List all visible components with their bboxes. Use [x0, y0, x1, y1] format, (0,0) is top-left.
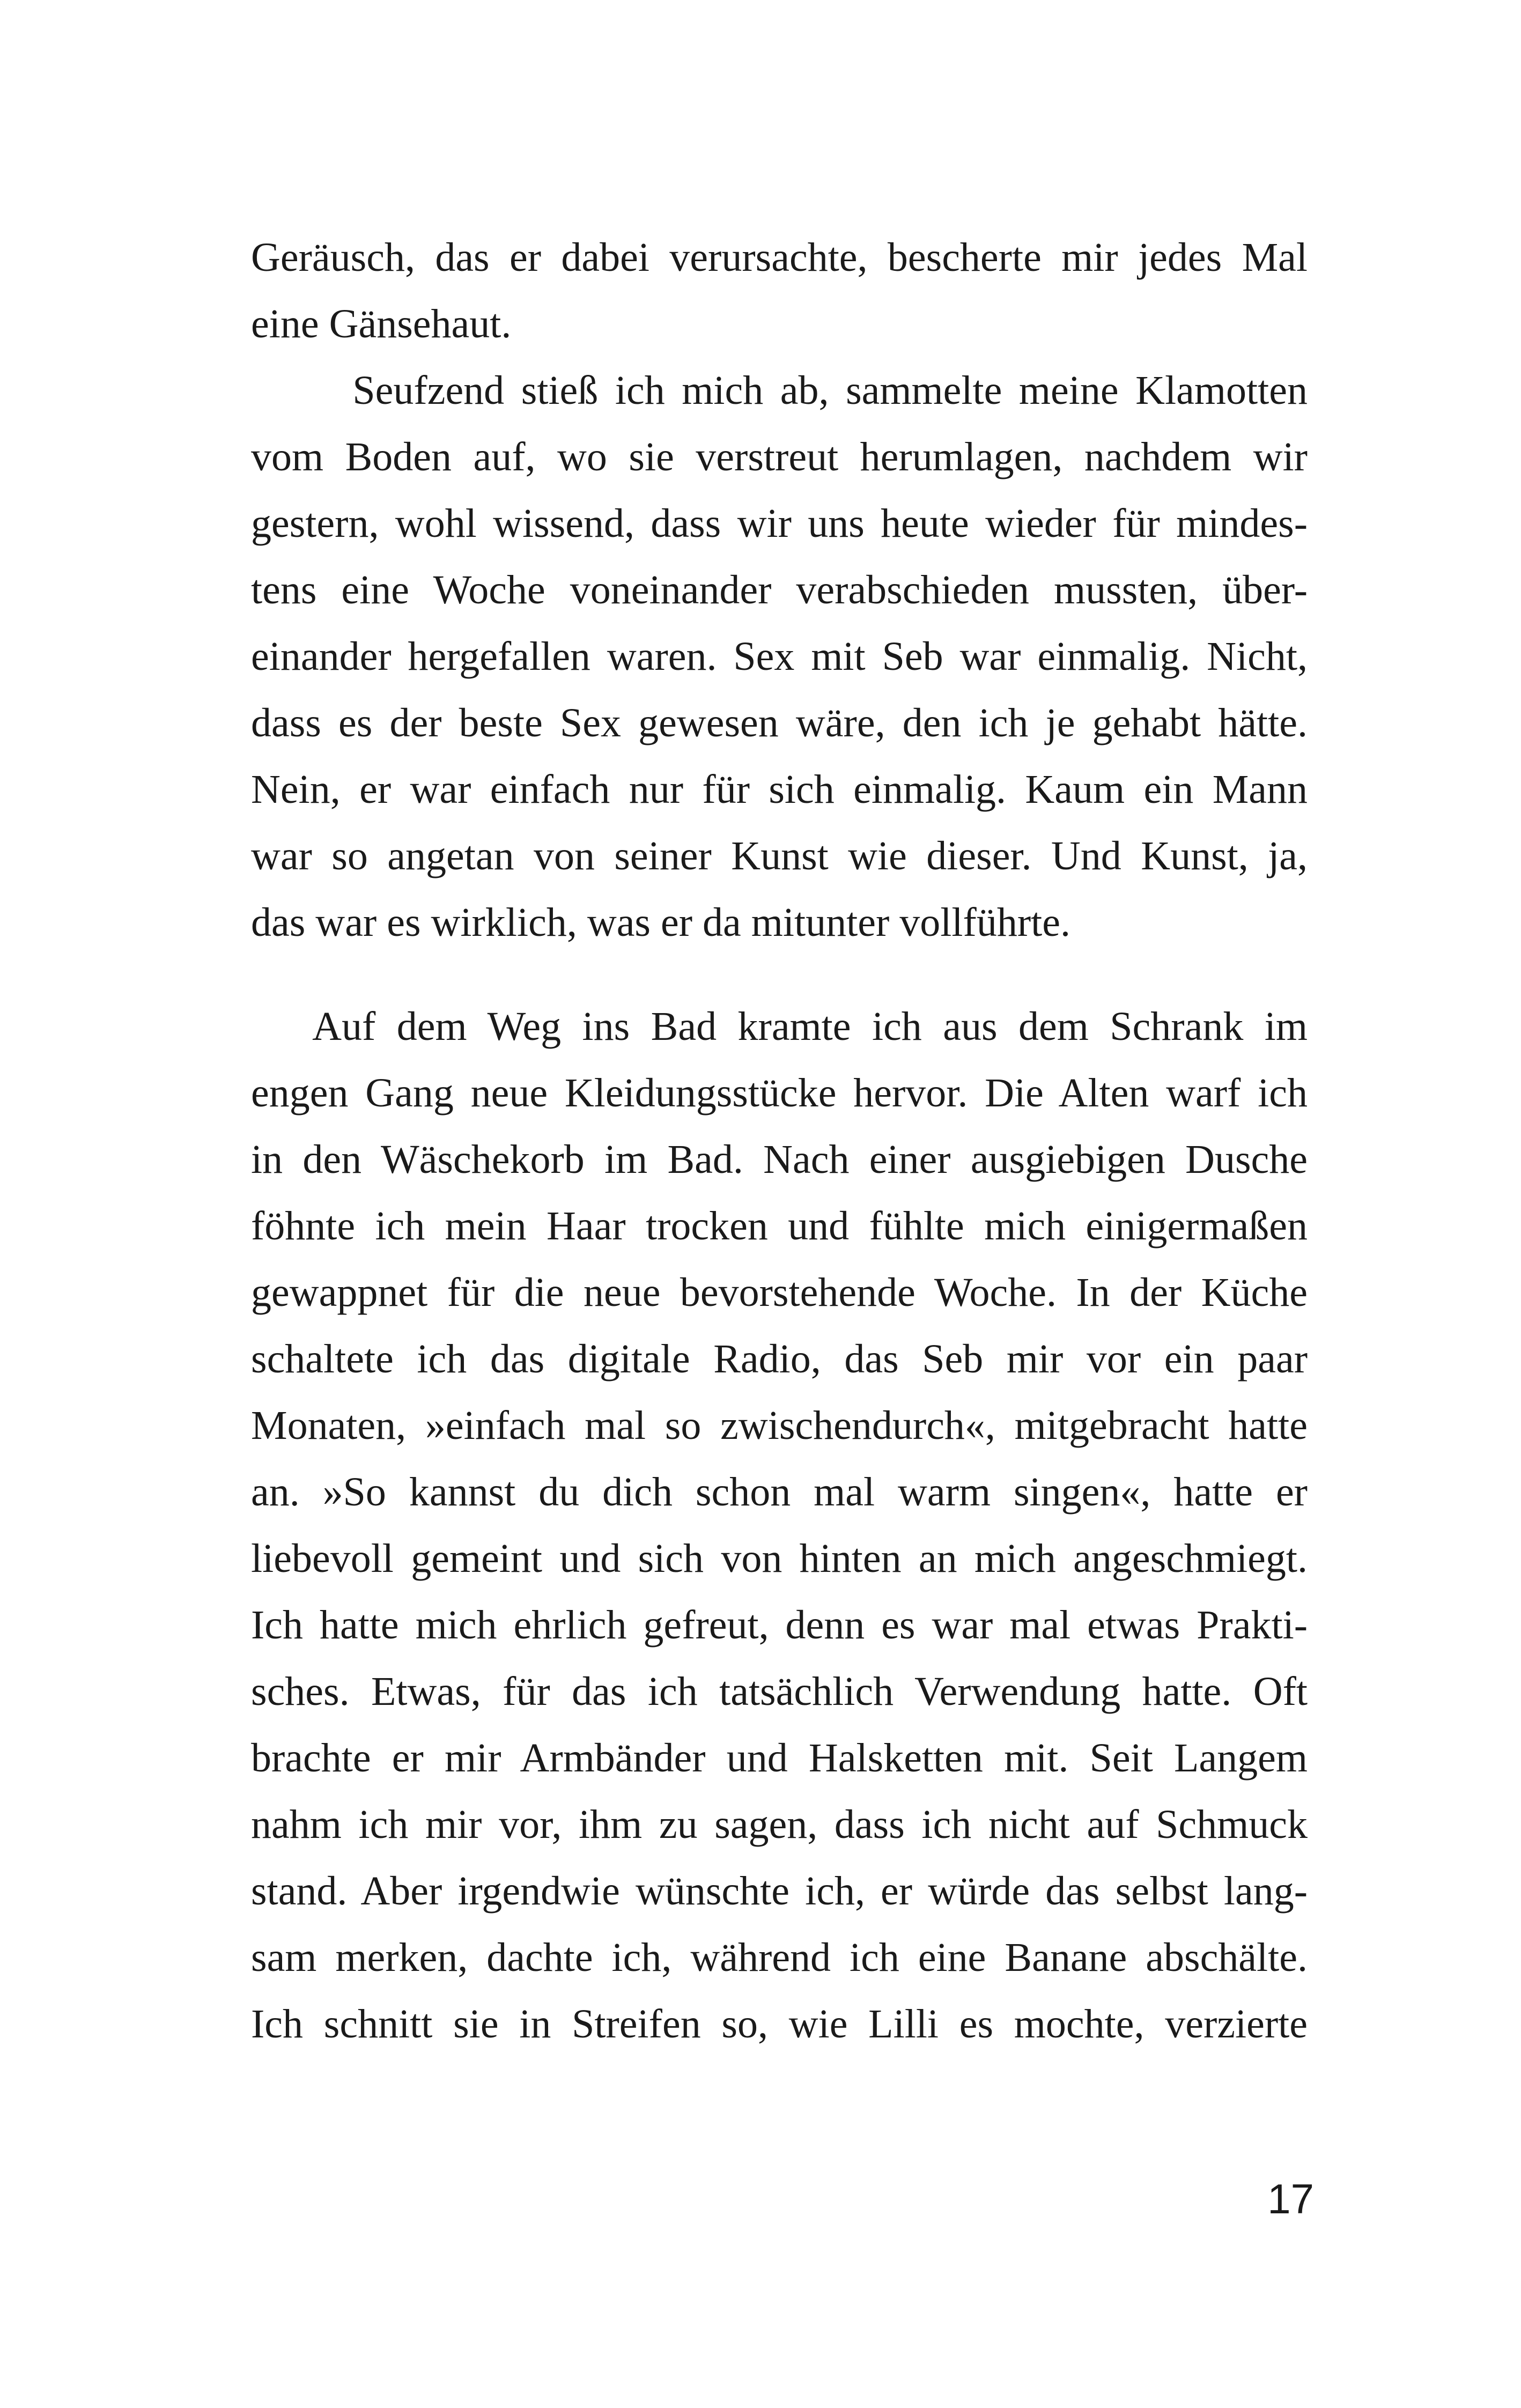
text-line: Geräusch, das er dabei verursachte, bescherte mir jedes Mal	[251, 235, 1308, 280]
text-line: einander hergefallen waren. Sex mit Seb war einmalig. Nicht,	[251, 634, 1308, 679]
text-line: schaltete ich das digitale Radio, das Seb mir vor ein paar	[251, 1336, 1308, 1382]
text-line: eine Gänsehaut.	[251, 301, 512, 346]
text-line: Nein, er war einfach nur für sich einmalig. Kaum ein Mann	[251, 767, 1308, 812]
text-line: war so angetan von seiner Kunst wie dieser. Und Kunst, ja,	[251, 833, 1308, 878]
text-line: engen Gang neue Kleidungsstücke hervor. Die Alten warf ich	[251, 1070, 1308, 1116]
text-line: Ich schnitt sie in Streifen so, wie Lilli es mochte, verzierte	[251, 2001, 1308, 2047]
text-line: tens eine Woche voneinander verabschieden mussten, über-	[251, 567, 1308, 612]
paragraph-1	[251, 224, 1308, 956]
text-line: dass es der beste Sex gewesen wäre, den ich je gehabt hätte.	[251, 700, 1308, 745]
text-line: gewappnet für die neue bevorstehende Woche. In der Küche	[251, 1270, 1308, 1315]
text-line: stand. Aber irgendwie wünschte ich, er würde das selbst lang-	[251, 1868, 1308, 1914]
text-line: sam merken, dachte ich, während ich eine Banane abschälte.	[251, 1935, 1308, 1980]
paragraph-2	[251, 993, 1308, 2057]
text-line: nahm ich mir vor, ihm zu sagen, dass ich nicht auf Schmuck	[251, 1802, 1308, 1847]
text-line: sches. Etwas, für das ich tatsächlich Verwendung hatte. Oft	[251, 1669, 1308, 1714]
text-line: das war es wirklich, was er da mitunter vollführte.	[251, 900, 1070, 945]
text-line: in den Wäschekorb im Bad. Nach einer ausgiebigen Dusche	[251, 1137, 1308, 1182]
text-line: vom Boden auf, wo sie verstreut herumlagen, nachdem wir	[251, 434, 1308, 479]
text-line: an. »So kannst du dich schon mal warm singen«, hatte er	[251, 1469, 1308, 1515]
text-line: liebevoll gemeint und sich von hinten an mich angeschmiegt.	[251, 1536, 1308, 1581]
page-number: 17	[1267, 2175, 1314, 2222]
text-line: gestern, wohl wissend, dass wir uns heute wieder für mindes-	[251, 501, 1308, 546]
text-line: Auf dem Weg ins Bad kramte ich aus dem Schrank im	[251, 1004, 1308, 1049]
text-line: Ich hatte mich ehrlich gefreut, denn es war mal etwas Prakti-	[251, 1602, 1308, 1648]
text-line: brachte er mir Armbänder und Halsketten mit. Seit Langem	[251, 1735, 1308, 1781]
text-line: föhnte ich mein Haar trocken und fühlte mich einigermaßen	[251, 1203, 1308, 1249]
text-line: Monaten, »einfach mal so zwischendurch«, mitgebracht hatte	[251, 1403, 1308, 1448]
text-line: Seufzend stieß ich mich ab, sammelte meine Klamotten	[251, 368, 1308, 413]
